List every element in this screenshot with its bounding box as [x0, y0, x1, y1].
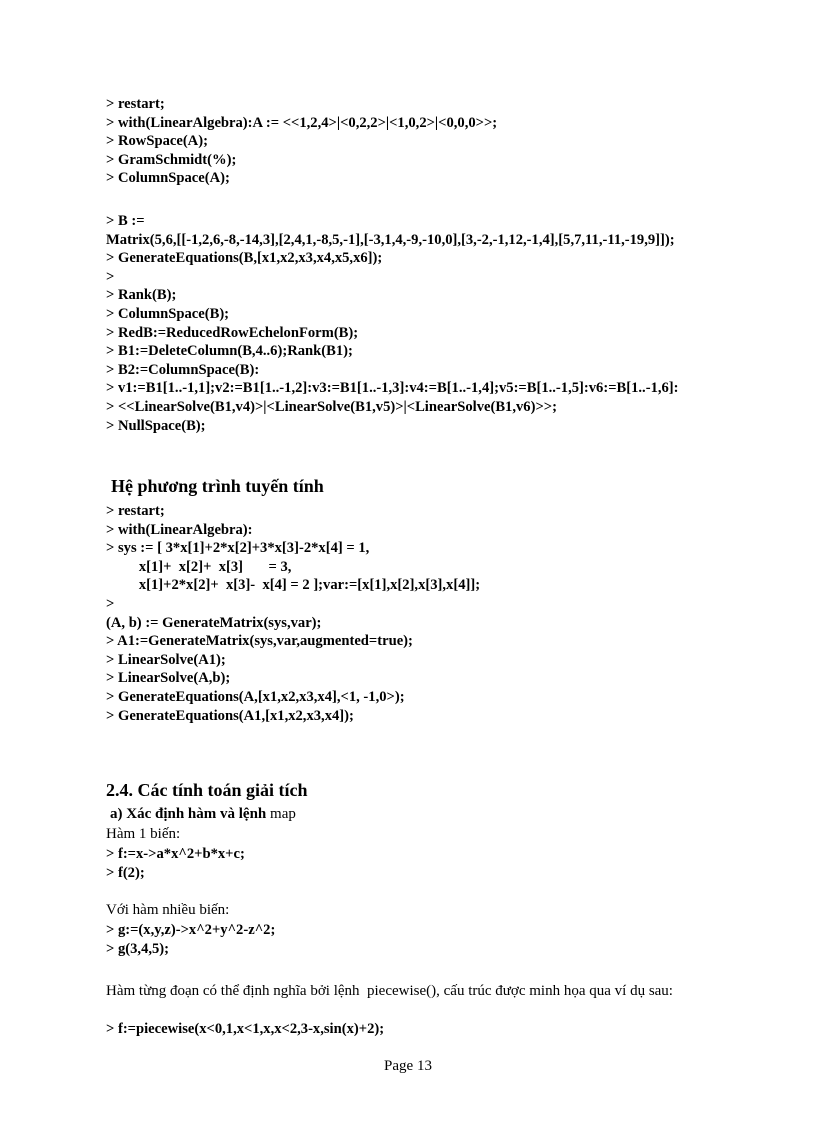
section-heading-calculus: 2.4. Các tính toán giải tích — [106, 780, 308, 800]
code-line: > RedB:=ReducedRowEchelonForm(B); — [106, 324, 359, 341]
code-line: > g(3,4,5); — [106, 940, 170, 957]
code-line: (A, b) := GenerateMatrix(sys,var); — [106, 614, 322, 631]
code-block-one-variable — [106, 845, 245, 882]
code-line: > GenerateEquations(A,[x1,x2,x3,x4],<1, -1,0>); — [106, 688, 405, 705]
code-line: Matrix(5,6,[[-1,2,6,-8,-14,3],[2,4,1,-8,5,-1],[-3,1,4,-9,-10,0],[3,-2,-1,12,-1,4],[5,7,11,-11,-19,9]]); — [106, 231, 675, 248]
code-line: > with(LinearAlgebra): — [106, 521, 253, 538]
code-line: > with(LinearAlgebra):A := <<1,2,4>|<0,2,2>|<1,0,2>|<0,0,0>>; — [106, 114, 498, 131]
code-line: > GramSchmidt(%); — [106, 151, 237, 168]
code-line: > GenerateEquations(A1,[x1,x2,x3,x4]); — [106, 707, 354, 724]
code-block-multi-variable — [106, 921, 275, 958]
code-line: > B := — [106, 213, 145, 229]
code-block-linear-algebra-basics — [106, 95, 497, 188]
code-line: > RowSpace(A); — [106, 133, 208, 150]
subsection-heading-functions — [110, 806, 296, 823]
subsection-heading-map: map — [266, 806, 296, 822]
code-block-linear-systems — [106, 502, 480, 725]
code-line: > — [106, 268, 115, 285]
code-line: > sys := [ 3*x[1]+2*x[2]+3*x[3]-2*x[4] = 1, — [106, 540, 370, 557]
code-line: > LinearSolve(A,b); — [106, 670, 231, 687]
subsection-heading-bold: a) Xác định hàm và lệnh — [110, 806, 267, 822]
code-line: x[1]+ x[2]+ x[3] = 3, — [106, 558, 292, 575]
code-line: > — [106, 595, 115, 612]
code-line: > Rank(B); — [106, 287, 177, 304]
code-block-piecewise — [106, 1020, 384, 1039]
page-number: Page 13 — [384, 1058, 432, 1074]
code-line: > LinearSolve(A1); — [106, 651, 226, 668]
code-line: > restart; — [106, 96, 165, 112]
code-line: > f(2); — [106, 864, 145, 881]
code-line: > B1:=DeleteColumn(B,4..6);Rank(B1); — [106, 343, 353, 360]
text-piecewise: Hàm từng đoạn có thể định nghĩa bởi lệnh piecewise(), cấu trúc được minh họa qua ví dụ sau: — [106, 983, 673, 999]
code-line: > g:=(x,y,z)->x^2+y^2-z^2; — [106, 922, 276, 938]
text-one-variable: Hàm 1 biến: — [106, 826, 181, 842]
text-multi-variable: Với hàm nhiều biến: — [106, 902, 230, 918]
code-line: > f:=x->a*x^2+b*x+c; — [106, 846, 245, 862]
code-line: > GenerateEquations(B,[x1,x2,x3,x4,x5,x6]); — [106, 250, 383, 267]
code-line: > ColumnSpace(A); — [106, 170, 230, 187]
code-line: > <<LinearSolve(B1,v4)>|<LinearSolve(B1,v5)>|<LinearSolve(B1,v6)>>; — [106, 398, 557, 415]
code-line: > ColumnSpace(B); — [106, 305, 230, 322]
code-line: > A1:=GenerateMatrix(sys,var,augmented=true); — [106, 633, 413, 650]
code-line: x[1]+2*x[2]+ x[3]- x[4] = 2 ];var:=[x[1],x[2],x[3],x[4]]; — [106, 577, 481, 594]
code-line: > NullSpace(B); — [106, 417, 206, 434]
heading-linear-systems: Hệ phương trình tuyến tính — [111, 476, 324, 496]
code-line: > B2:=ColumnSpace(B): — [106, 361, 260, 378]
code-line: > restart; — [106, 503, 165, 519]
code-block-matrix-b — [106, 212, 679, 435]
code-line: > f:=piecewise(x<0,1,x<1,x,x<2,3-x,sin(x)+2); — [106, 1021, 385, 1037]
code-line: > v1:=B1[1..-1,1];v2:=B1[1..-1,2]:v3:=B1[1..-1,3]:v4:=B[1..-1,4];v5:=B[1..-1,5]:v6:=B[1..-1,6]: — [106, 380, 679, 397]
